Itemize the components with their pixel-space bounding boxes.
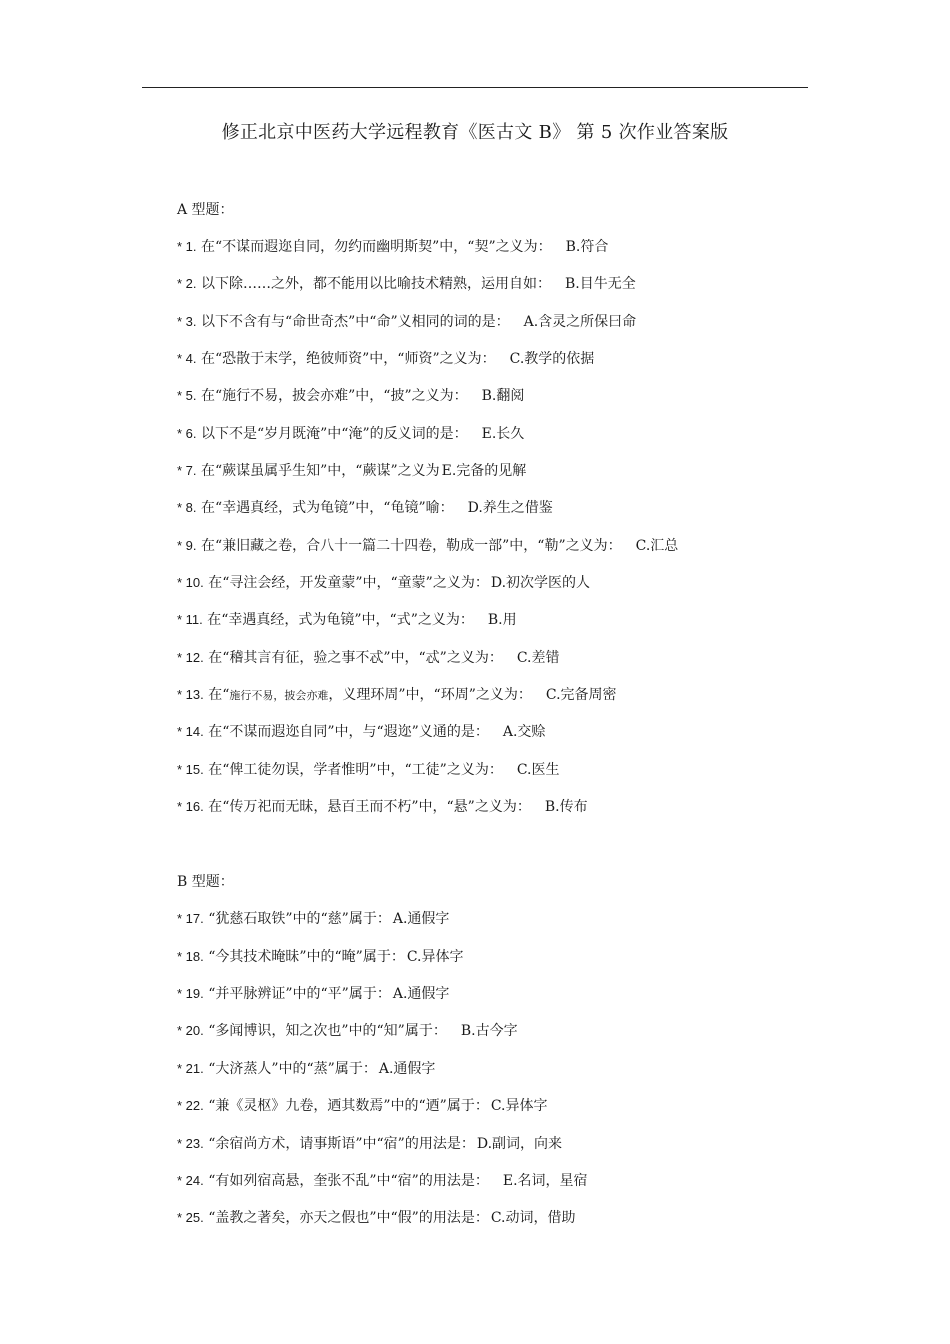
question-text: “并平脉辨证”中的“平”属于： [208, 986, 391, 1002]
question-19 [177, 984, 877, 1004]
question-number: * 4. [177, 351, 197, 366]
question-text: 以下不是“岁月既淹”中“淹”的反义词的是： [200, 426, 468, 442]
question-number: * 20. [177, 1023, 204, 1038]
question-23 [177, 1134, 877, 1154]
section-b-heading: B 型题： [177, 874, 234, 890]
question-text: 在“施行不易，披会亦难”中，“披”之义为： [200, 388, 468, 404]
question-text: 在“幸遇真经，式为龟镜”中，“龟镜”喻： [200, 500, 454, 516]
question-9 [177, 536, 877, 556]
question-answer: D.养生之借鉴 [467, 500, 553, 516]
question-14 [177, 722, 877, 742]
question-answer: E.名词，星宿 [502, 1173, 588, 1189]
question-17 [177, 909, 877, 929]
question-text: 在“恐散于末学，绝彼师资”中，“师资”之义为： [200, 351, 496, 367]
question-number: * 14. [177, 724, 204, 739]
question-text: 在“不谋而遐迩自同”中，与“遐迩”义通的是： [208, 724, 489, 740]
question-answer: D.副词，向来 [476, 1136, 563, 1152]
question-answer: C.医生 [516, 762, 560, 778]
question-number: * 8. [177, 500, 197, 515]
question-4 [177, 349, 877, 369]
question-6 [177, 424, 877, 444]
question-answer: B.古今字 [460, 1023, 518, 1039]
question-number: * 7. [177, 463, 197, 478]
question-number: * 24. [177, 1173, 204, 1188]
question-10 [177, 573, 877, 593]
question-number: * 5. [177, 388, 197, 403]
question-number: * 17. [177, 911, 204, 926]
page-title: 修正北京中医药大学远程教育《医古文 B》 第 5 次作业答案版 [221, 122, 729, 143]
question-2 [177, 274, 877, 294]
question-answer: A.交赊 [502, 724, 546, 740]
question-text-pre: 在“ [208, 687, 230, 703]
question-answer: C.汇总 [635, 538, 679, 554]
question-18 [177, 947, 877, 967]
question-answer: B.符合 [565, 239, 609, 255]
question-text: “盖教之著矣，亦天之假也”中“假”的用法是： [208, 1210, 489, 1226]
question-12 [177, 648, 877, 668]
question-text-quote: 施行不易，披会亦难 [229, 689, 329, 702]
question-number: * 18. [177, 949, 204, 964]
question-text: 在“不谋而遐迩自同，勿约而幽明斯契”中，“契”之义为： [200, 239, 552, 255]
question-answer: E.长久 [481, 426, 525, 442]
question-text: “犹慈石取铁”中的“慈”属于： [208, 911, 391, 927]
question-15 [177, 760, 877, 780]
header-rule [142, 87, 808, 88]
question-7 [177, 461, 877, 481]
question-answer: B.翻阅 [481, 388, 525, 404]
question-text: 以下不含有与“命世奇杰”中“命”义相同的词的是： [200, 314, 510, 330]
question-16 [177, 797, 877, 817]
question-5 [177, 386, 877, 406]
question-text: “今其技术晻昧”中的“晻”属于： [208, 949, 405, 965]
question-text: 在“寻注会经，开发童蒙”中，“童蒙”之义为： [208, 575, 489, 591]
question-text: “兼《灵枢》九卷，迺其数焉”中的“迺”属于： [208, 1098, 489, 1114]
question-number: * 2. [177, 276, 197, 291]
question-number: * 22. [177, 1098, 204, 1113]
question-text: “有如列宿高悬，奎张不乱”中“宿”的用法是： [208, 1173, 489, 1189]
question-answer: A.含灵之所保曰命 [523, 314, 637, 330]
question-answer: E.完备的见解 [441, 463, 527, 479]
question-text: 在“兼旧藏之卷，合八十一篇二十四卷，勒成一部”中，“勒”之义为： [200, 538, 622, 554]
question-25 [177, 1208, 877, 1228]
question-number: * 23. [177, 1136, 204, 1151]
question-number: * 15. [177, 762, 204, 777]
question-text: 在“传万祀而无昧，悬百王而不朽”中，“悬”之义为： [208, 799, 531, 815]
question-text: 以下除……之外，都不能用以比喻技术精熟，运用自如： [200, 276, 551, 292]
question-text: 在“俾工徒勿误，学者惟明”中，“工徒”之义为： [208, 762, 503, 778]
question-answer: C.完备周密 [545, 687, 617, 703]
question-number: * 21. [177, 1061, 204, 1076]
question-number: * 6. [177, 426, 197, 441]
question-answer: C.异体字 [406, 949, 464, 965]
question-text: 在“蕨谋虽属乎生知”中，“蕨谋”之义为 [200, 463, 440, 479]
question-8 [177, 498, 877, 518]
question-13 [177, 685, 877, 706]
question-answer: C.差错 [516, 650, 560, 666]
question-answer: B.目牛无全 [564, 276, 636, 292]
question-number: * 13. [177, 687, 204, 702]
question-20 [177, 1021, 877, 1041]
question-number: * 19. [177, 986, 204, 1001]
question-number: * 1. [177, 239, 197, 254]
question-number: * 11. [177, 612, 203, 627]
question-3 [177, 312, 877, 332]
question-number: * 25. [177, 1210, 204, 1225]
question-answer: A.通假字 [392, 986, 450, 1002]
question-text: 在“稽其言有征，验之事不忒”中，“忒”之义为： [208, 650, 503, 666]
question-answer: A.通假字 [392, 911, 450, 927]
question-number: * 3. [177, 314, 197, 329]
question-answer: D.初次学医的人 [490, 575, 591, 591]
question-answer: C.动词，借助 [490, 1210, 576, 1226]
question-21 [177, 1059, 877, 1079]
question-number: * 10. [177, 575, 204, 590]
question-number: * 12. [177, 650, 204, 665]
question-answer: A.通假字 [378, 1061, 436, 1077]
section-a-heading: A 型题： [177, 202, 234, 218]
question-11 [177, 610, 877, 630]
question-text: “多闻博识，知之次也”中的“知”属于： [208, 1023, 447, 1039]
question-text: “余宿尚方术，请事斯语”中“宿”的用法是： [208, 1136, 475, 1152]
question-1 [177, 237, 877, 257]
question-number: * 9. [177, 538, 197, 553]
question-answer: C.异体字 [490, 1098, 548, 1114]
question-22 [177, 1096, 877, 1116]
question-text: 在“幸遇真经，式为龟镜”中，“式”之义为： [207, 612, 474, 628]
question-number: * 16. [177, 799, 204, 814]
question-text-post: ，义理环周”中，“环周”之义为： [328, 687, 532, 703]
question-answer: B.用 [487, 612, 517, 628]
question-24 [177, 1171, 877, 1191]
question-answer: C.教学的依据 [509, 351, 595, 367]
question-text: “大济蒸人”中的“蒸”属于： [208, 1061, 377, 1077]
question-answer: B.传布 [544, 799, 588, 815]
